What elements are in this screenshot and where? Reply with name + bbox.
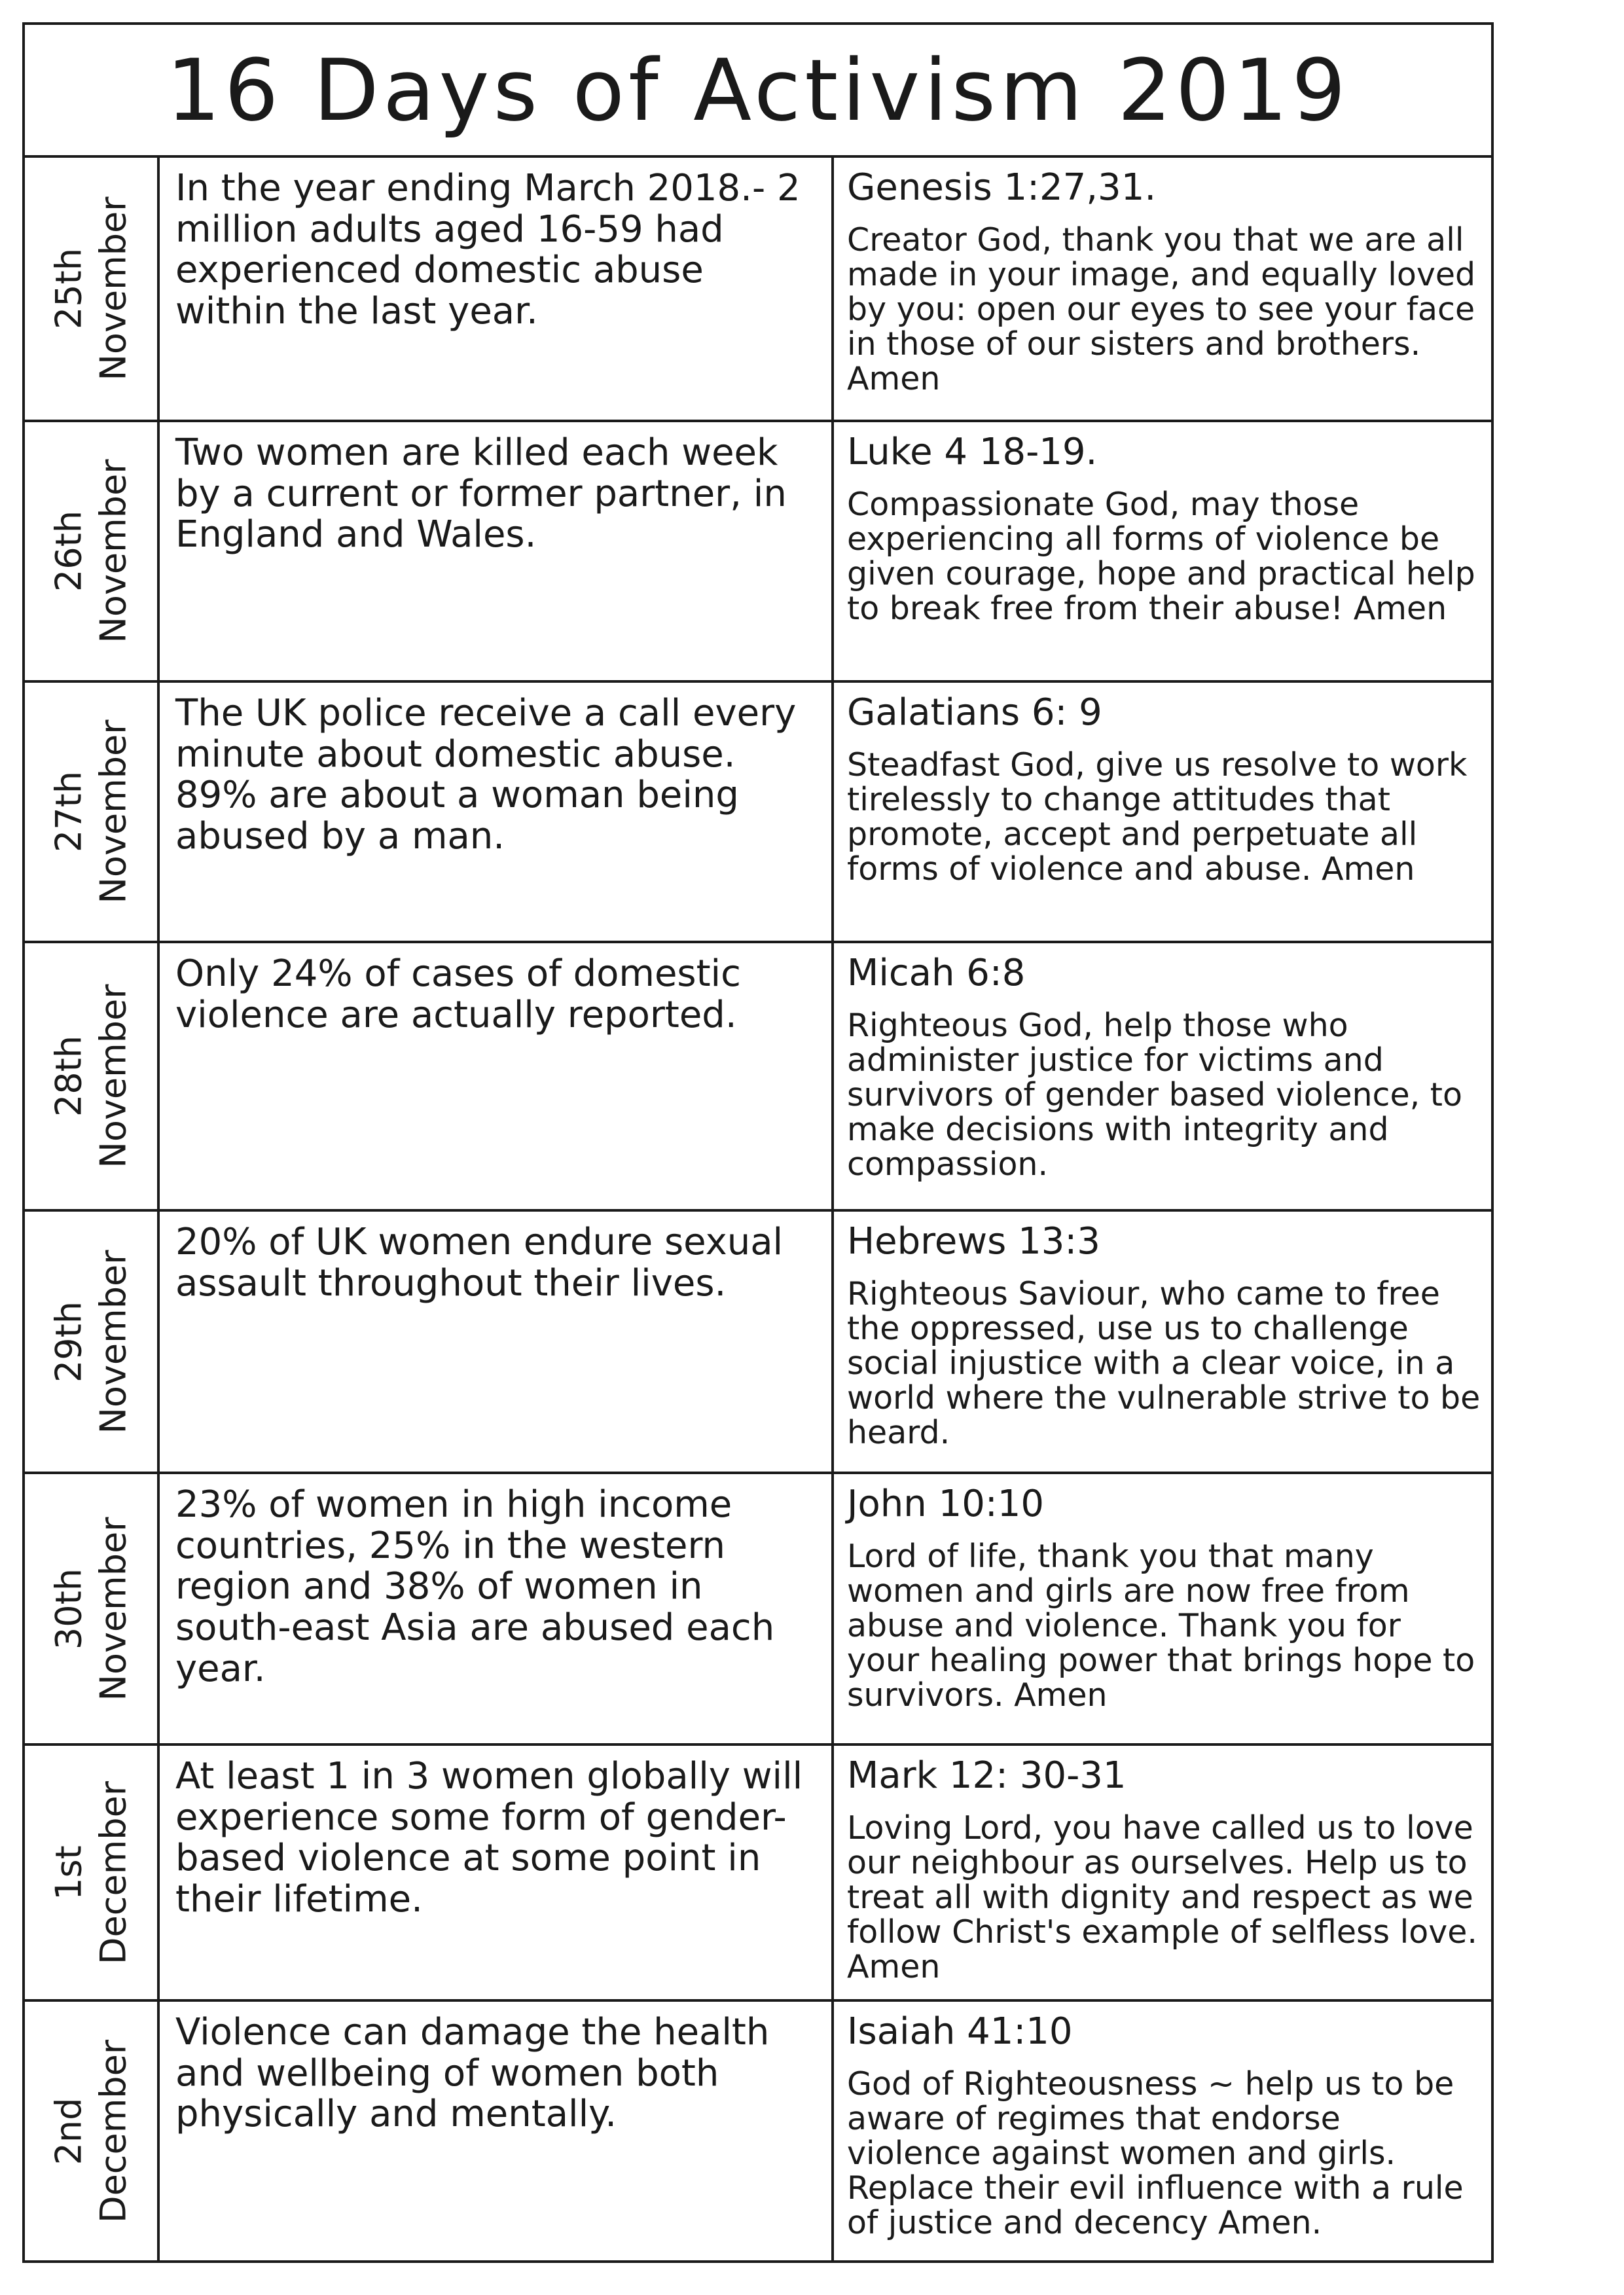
date-cell bbox=[25, 683, 160, 941]
prayer-text: Righteous God, help those who administer justice for victims and survivors of gender based violence, to make decisions with integrity and compassion. bbox=[847, 1007, 1462, 1184]
table-row bbox=[25, 943, 1491, 1212]
prayer-text: Lord of life, thank you that many women and girls are now free from abuse and violence. Thank you for your healing power that brings hope to survivors. Amen bbox=[847, 1538, 1475, 1714]
fact-text: The UK police receive a call every minute about domestic abuse. 89% are about a woman being abused by a man. bbox=[160, 683, 834, 941]
fact-text: Two women are killed each week by a current or former partner, in England and Wales. bbox=[160, 422, 834, 680]
prayer-cell bbox=[834, 683, 1491, 941]
table-row bbox=[25, 158, 1491, 422]
date-day: 2nd bbox=[48, 2097, 90, 2165]
prayer-text: God of Righteousness ~ help us to be aware of regimes that endorse violence against women and girls. Replace their evil influence with a rule of justice and decency Amen. bbox=[847, 2065, 1464, 2242]
scripture-reference: Hebrews 13:3 bbox=[847, 1220, 1100, 1263]
prayer-cell bbox=[834, 158, 1491, 420]
page-title: 16 Days of Activism 2019 bbox=[25, 25, 1491, 158]
scripture-reference: John 10:10 bbox=[847, 1483, 1044, 1525]
date-cell bbox=[25, 422, 160, 680]
date-day: 1st bbox=[48, 1845, 90, 1900]
table-row bbox=[25, 422, 1491, 683]
prayer-cell bbox=[834, 422, 1491, 680]
fact-text: 23% of women in high income countries, 25% in the western region and 38% of women in south-east Asia are abused each year. bbox=[160, 1474, 834, 1743]
date-cell bbox=[25, 1474, 160, 1743]
fact-text: 20% of UK women endure sexual assault throughout their lives. bbox=[160, 1212, 834, 1472]
prayer-text: Righteous Saviour, who came to free the oppressed, use us to challenge social injustice with a clear voice, in a world where the vulnerable strive to be heard. bbox=[847, 1275, 1481, 1452]
date-month: November bbox=[92, 459, 134, 643]
prayer-cell bbox=[834, 1212, 1491, 1472]
date-day: 25th bbox=[48, 247, 90, 330]
fact-text: Only 24% of cases of domestic violence are actually reported. bbox=[160, 943, 834, 1209]
date-cell bbox=[25, 1212, 160, 1472]
table-row bbox=[25, 683, 1491, 943]
scripture-reference: Galatians 6: 9 bbox=[847, 691, 1102, 734]
prayer-cell bbox=[834, 1474, 1491, 1743]
fact-text: At least 1 in 3 women globally will experience some form of gender-based violence at some point in their lifetime. bbox=[160, 1746, 834, 1999]
table-row bbox=[25, 1746, 1491, 2002]
prayer-text: Steadfast God, give us resolve to work tirelessly to change attitudes that promote, accept and perpetuate all forms of violence and abuse. Amen bbox=[847, 746, 1468, 888]
table-row bbox=[25, 2002, 1491, 2260]
date-day: 26th bbox=[48, 510, 90, 592]
scripture-reference: Luke 4 18-19. bbox=[847, 431, 1098, 473]
prayer-text: Compassionate God, may those experiencing all forms of violence be given courage, hope and practical help to break free from their abuse! Amen bbox=[847, 486, 1475, 628]
date-day: 28th bbox=[48, 1035, 90, 1117]
date-cell bbox=[25, 2002, 160, 2260]
prayer-cell bbox=[834, 2002, 1491, 2260]
date-month: November bbox=[92, 984, 134, 1168]
date-cell bbox=[25, 158, 160, 420]
table-row bbox=[25, 1474, 1491, 1746]
prayer-text: Loving Lord, you have called us to love our neighbour as ourselves. Help us to treat all with dignity and respect as we follow Christ's example of selfless love. Amen bbox=[847, 1809, 1477, 1986]
date-day: 27th bbox=[48, 770, 90, 853]
date-cell bbox=[25, 943, 160, 1209]
date-month: November bbox=[92, 1250, 134, 1434]
date-month: November bbox=[92, 1517, 134, 1701]
scripture-reference: Isaiah 41:10 bbox=[847, 2010, 1073, 2053]
date-day: 29th bbox=[48, 1301, 90, 1382]
date-cell bbox=[25, 1746, 160, 1999]
date-month: December bbox=[92, 2039, 134, 2223]
scripture-reference: Mark 12: 30-31 bbox=[847, 1754, 1127, 1797]
prayer-text: Creator God, thank you that we are all made in your image, and equally loved by you: open our eyes to see your face in those of our sisters and brothers. Amen bbox=[847, 221, 1476, 398]
activism-calendar-sheet bbox=[22, 22, 1494, 2263]
fact-text: Violence can damage the health and wellbeing of women both physically and mentally. bbox=[160, 2002, 834, 2260]
date-month: November bbox=[92, 719, 134, 904]
scripture-reference: Micah 6:8 bbox=[847, 952, 1026, 994]
date-day: 30th bbox=[48, 1568, 90, 1650]
date-month: December bbox=[92, 1780, 134, 1964]
prayer-cell bbox=[834, 943, 1491, 1209]
table-row bbox=[25, 1212, 1491, 1474]
date-month: November bbox=[92, 196, 134, 381]
fact-text: In the year ending March 2018.- 2 million adults aged 16-59 had experienced domestic abuse within the last year. bbox=[160, 158, 834, 420]
prayer-cell bbox=[834, 1746, 1491, 1999]
scripture-reference: Genesis 1:27,31. bbox=[847, 166, 1157, 209]
